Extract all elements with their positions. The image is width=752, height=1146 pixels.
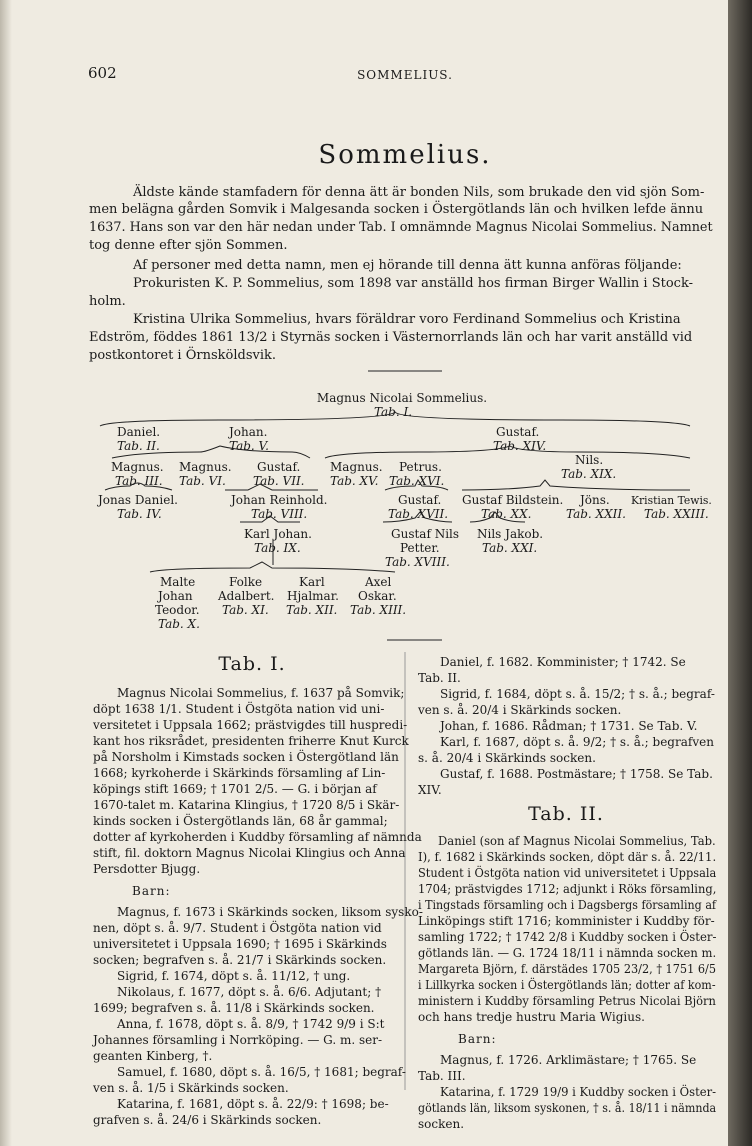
tree-node-name: Johan Reinhold. — [231, 493, 328, 507]
entry-line: i Lillkyrka socken i Östergötlands län; dotter af kom- — [418, 978, 716, 992]
tree-node-name: Magnus Nicolai Sommelius. — [316, 391, 488, 405]
entry-line: dotter af kyrkoherden i Kuddby församling af nämnda — [93, 830, 422, 844]
tree-node-name: Johan. — [229, 425, 268, 439]
tree-node-tab: Tab. VII. — [253, 474, 305, 488]
entry-line: på Norsholm i Kimstads socken i Östergötland län — [93, 750, 399, 764]
intro-line: Kristina Ulrika Sommelius, hvars föräldrar voro Ferdinand Sommelius och Kristina — [133, 312, 681, 327]
child-line: ven s. å. 1/5 i Skärkinds socken. — [93, 1081, 289, 1095]
entry-line: versitetet i Uppsala 1662; prästvigdes till huspredi- — [93, 718, 408, 732]
running-title: SOMMELIUS. — [357, 68, 453, 82]
tree-node-tab: Tab. IX. — [254, 541, 301, 555]
entry-line: 1670-talet m. Katarina Klingius, † 1720 8/5 i Skär- — [93, 798, 400, 812]
intro-line: 1637. Hans son var den här nedan under Tab. I omnämnde Magnus Nicolai Sommelius. Namnet — [89, 220, 713, 235]
tree-node-name: Jonas Daniel. — [98, 493, 178, 507]
tree-node-tab: Tab. XVIII. — [385, 555, 450, 569]
tree-node-name: Kristian Tewis. — [631, 494, 712, 507]
tree-node-tab: Tab. III. — [115, 474, 163, 488]
child-line: nen, döpt s. å. 9/7. Student i Östgöta nation vid — [93, 921, 382, 935]
tree-node-tab: Tab. XIII. — [350, 603, 407, 617]
tree-node-name: Teodor. — [155, 603, 200, 617]
tree-node-name: Gustaf. — [496, 425, 540, 439]
tree-node-name: Karl — [299, 575, 325, 589]
child-line: grafven s. å. 24/6 i Skärkinds socken. — [93, 1113, 322, 1127]
section-heading-tab-i: Tab. I. — [218, 653, 286, 675]
barn-label: Barn: — [458, 1032, 497, 1046]
tree-node-tab: Tab. X. — [158, 617, 200, 631]
child-line: Samuel, f. 1680, döpt s. å. 16/5, † 1681; begraf- — [117, 1065, 406, 1079]
intro-line: Edström, föddes 1861 13/2 i Styrnäs socken i Västernorrlands län och har varit anställd vid — [89, 330, 693, 345]
tree-node-name: Magnus. — [111, 460, 164, 474]
entry-line: ministern i Kuddby församling Petrus Nicolai Björn — [418, 994, 716, 1008]
tree-node-tab: Tab. V. — [229, 439, 269, 453]
entry-line: samling 1722; † 1742 2/8 i Kuddby socken i Öster- — [418, 930, 717, 944]
tree-node-name: Karl Johan. — [244, 527, 312, 541]
tree-node-name: Hjalmar. — [287, 589, 339, 603]
child-line: socken. — [418, 1117, 465, 1131]
child-line: Johannes församling i Norrköping. — G. m. ser- — [93, 1033, 383, 1047]
page-title: Sommelius. — [318, 140, 492, 170]
intro-line: tog denne efter sjön Sommen. — [89, 238, 288, 253]
tree-node-name: Magnus. — [330, 460, 383, 474]
entry-line: kant hos riksrådet, presidenten friherre Knut Kurck — [93, 734, 409, 748]
entry-line: Student i Östgöta nation vid universitetet i Uppsala — [418, 866, 717, 880]
tree-node-tab: Tab. XI. — [222, 603, 269, 617]
tree-node-name: Folke — [229, 575, 263, 589]
child-line: götlands län, liksom syskonen, † s. å. 18/11 i nämnda — [418, 1101, 717, 1115]
tree-node-name: Gustaf. — [398, 493, 442, 507]
tree-node-name: Johan — [158, 589, 193, 603]
child-line: Magnus, f. 1673 i Skärkinds socken, liksom sysko- — [117, 905, 423, 919]
child-line: socken; begrafven s. å. 21/7 i Skärkinds socken. — [93, 953, 387, 967]
child-line: Sigrid, f. 1674, döpt s. å. 11/12, † ung. — [117, 969, 351, 983]
tree-node-tab: Tab. VI. — [179, 474, 226, 488]
intro-line: Prokuristen K. P. Sommelius, som 1898 var anställd hos firman Birger Wallin i Stock- — [133, 276, 694, 291]
tree-node-tab: Tab. XVII. — [388, 507, 449, 521]
entry-line: kinds socken i Östergötlands län, 68 år gammal; — [93, 814, 388, 828]
tree-node-tab: Tab. XV. — [330, 474, 379, 488]
child-line: Katarina, f. 1681, döpt s. å. 22/9: † 1698; be- — [117, 1097, 389, 1111]
child-line: ven s. å. 20/4 i Skärkinds socken. — [418, 703, 622, 717]
child-line: Karl, f. 1687, döpt s. å. 9/2; † s. å.; begrafven — [440, 735, 714, 749]
tree-node-name: Nils. — [575, 453, 604, 467]
child-line: Tab. III. — [418, 1069, 466, 1083]
tree-node-tab: Tab. XIX. — [561, 467, 617, 481]
child-line: Magnus, f. 1726. Arklimästare; † 1765. Se — [440, 1053, 697, 1067]
tree-node-name: Axel — [365, 575, 392, 589]
tree-node-tab: Tab. XXII. — [566, 507, 626, 521]
tree-node-tab: Tab. VIII. — [251, 507, 308, 521]
tree-node-name: Nils Jakob. — [477, 527, 544, 541]
tree-node-name: Daniel. — [117, 425, 161, 439]
tree-node-name: Gustaf Nils — [391, 527, 460, 541]
entry-line: Margareta Björn, f. därstädes 1705 23/2, † 1751 6/5 — [418, 962, 716, 976]
intro-line: Af personer med detta namn, men ej hörande till denna ätt kunna anföras följande: — [133, 258, 682, 273]
tree-node-name: Malte — [160, 575, 196, 589]
entry-line: götlands län. — G. 1724 18/11 i nämnda socken m. — [418, 946, 717, 960]
tree-node-tab: Tab. XVI. — [389, 474, 445, 488]
child-line: XIV. — [418, 783, 442, 797]
tree-node-name: Magnus. — [179, 460, 232, 474]
entry-line: Daniel (son af Magnus Nicolai Sommelius, Tab. — [438, 834, 716, 848]
barn-label: Barn: — [132, 884, 171, 898]
entry-line: stift, fil. doktorn Magnus Nicolai Klingius och Anna — [93, 846, 406, 860]
child-line: Tab. II. — [418, 671, 461, 685]
entry-line: döpt 1638 1/1. Student i Östgöta nation vid uni- — [93, 702, 385, 716]
tree-node-tab: Tab. XXIII. — [644, 507, 709, 521]
intro-line: men belägna gården Somvik i Malgesanda socken i Östergötlands län och hvilken lefde ännu — [89, 202, 704, 217]
intro-line: postkontoret i Örnsköldsvik. — [89, 348, 277, 363]
entry-line: 1668; kyrkoherde i Skärkinds församling af Lin- — [93, 766, 386, 780]
tree-node-tab: Tab. I. — [373, 405, 413, 419]
tree-node-name: Jöns. — [580, 493, 610, 507]
tree-node-name: Gustaf Bildstein. — [462, 493, 564, 507]
tree-node-name: Gustaf. — [257, 460, 301, 474]
entry-line: Magnus Nicolai Sommelius, f. 1637 på Somvik; — [117, 686, 405, 700]
entry-line: 1704; prästvigdes 1712; adjunkt i Röks församling, — [418, 882, 717, 896]
tree-node-tab: Tab. IV. — [117, 507, 162, 521]
entry-line: Linköpings stift 1716; komminister i Kuddby för- — [418, 914, 715, 928]
child-line: Daniel, f. 1682. Komminister; † 1742. Se — [440, 655, 686, 669]
entry-line: I), f. 1682 i Skärkinds socken, döpt där s. å. 22/11. — [418, 850, 717, 864]
tree-node-tab: Tab. XII. — [286, 603, 338, 617]
child-line: universitetet i Uppsala 1690; † 1695 i Skärkinds — [93, 937, 387, 951]
tree-node-tab: Tab. XXI. — [482, 541, 538, 555]
page-number: 602 — [88, 64, 117, 82]
tree-node-tab: Tab. II. — [117, 439, 160, 453]
entry-line: köpings stift 1669; † 1701 2/5. — G. i början af — [93, 782, 377, 796]
tree-node-name: Petter. — [400, 541, 440, 555]
entry-line: och hans tredje hustru Maria Wigius. — [418, 1010, 645, 1024]
intro-line: holm. — [89, 294, 126, 309]
child-line: geanten Kinberg, †. — [93, 1049, 213, 1063]
tree-node-name: Petrus. — [399, 460, 442, 474]
child-line: 1699; begrafven s. å. 11/8 i Skärkinds socken. — [93, 1001, 375, 1015]
child-line: Anna, f. 1678, döpt s. å. 8/9, † 1742 9/9 i S:t — [117, 1017, 385, 1031]
child-line: s. å. 20/4 i Skärkinds socken. — [418, 751, 596, 765]
child-line: Katarina, f. 1729 19/9 i Kuddby socken i Öster- — [440, 1085, 717, 1099]
intro-line: Äldste kände stamfadern för denna ätt är bonden Nils, som brukade den vid sjön Som- — [133, 185, 705, 200]
tree-node-tab: Tab. XX. — [481, 507, 532, 521]
child-line: Johan, f. 1686. Rådman; † 1731. Se Tab. V. — [440, 719, 698, 733]
entry-line: Persdotter Bjugg. — [93, 862, 201, 876]
child-line: Sigrid, f. 1684, döpt s. å. 15/2; † s. å.; begraf- — [440, 687, 715, 701]
tree-node-name: Adalbert. — [218, 589, 275, 603]
child-line: Nikolaus, f. 1677, döpt s. å. 6/6. Adjutant; † — [117, 985, 382, 999]
child-line: Gustaf, f. 1688. Postmästare; † 1758. Se Tab. — [440, 767, 713, 781]
entry-line: i Tingstads församling och i Dagsbergs församling af — [418, 898, 717, 912]
section-heading-tab-ii: Tab. II. — [528, 803, 604, 825]
tree-node-name: Oskar. — [358, 589, 397, 603]
tree-node-tab: Tab. XIV. — [493, 439, 547, 453]
